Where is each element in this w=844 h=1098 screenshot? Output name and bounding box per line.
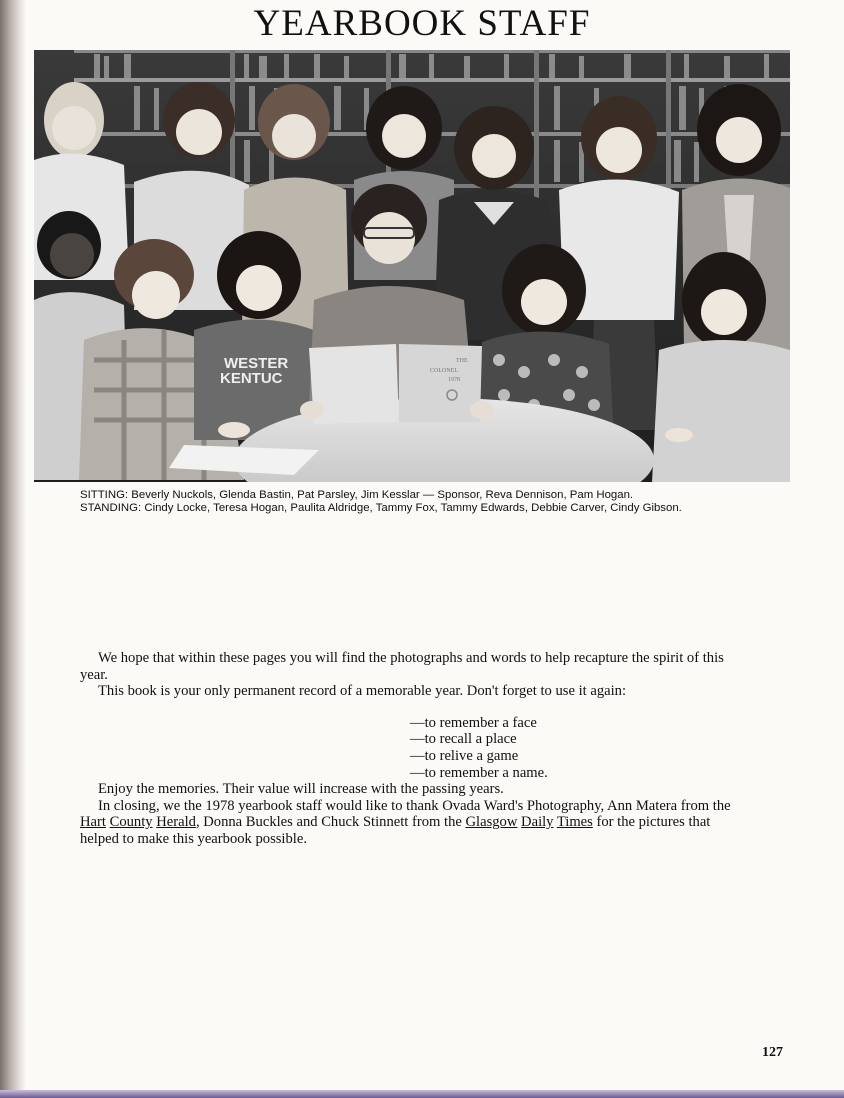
shirt-text-1: WESTER [224, 355, 289, 372]
shirt-text-2: KENTUC [220, 370, 283, 387]
remember-list [80, 715, 742, 781]
staff-photo-illustration [34, 50, 790, 482]
newspaper-daily: Daily [521, 814, 554, 831]
newspaper-times: Times [556, 814, 593, 831]
paragraph-4-part-c: for the pictures that helped to make this yearbook possible. [80, 814, 711, 847]
book-text-2: COLONEL [430, 368, 458, 374]
paragraph-3: Enjoy the memories. Their value will increase with the passing years. [98, 781, 504, 798]
closing-message [80, 650, 742, 848]
paragraph-4 [80, 798, 742, 848]
page-bottom-edge [0, 1090, 844, 1098]
page-title: YEARBOOK STAFF [253, 3, 591, 44]
book-text-1: THE [456, 358, 468, 364]
newspaper-county: County [109, 814, 153, 831]
list-item: —to recall a place [410, 731, 517, 748]
list-item: —to relive a game [410, 747, 519, 764]
photo-caption [80, 489, 768, 515]
paragraph-1: We hope that within these pages you will find the photographs and words to help recapture the spirit of this year. [80, 650, 724, 683]
book-text-3: 1978 [448, 377, 460, 383]
newspaper-hart: Hart [80, 814, 106, 831]
list-item: —to remember a face [410, 714, 537, 731]
page-number: 127 [762, 1045, 783, 1060]
caption-sitting: SITTING: Beverly Nuckols, Glenda Bastin, Pat Parsley, Jim Kesslar — Sponsor, Reva Dennison, Pam Hogan. [80, 489, 634, 501]
caption-standing: STANDING: Cindy Locke, Teresa Hogan, Paulita Aldridge, Tammy Fox, Tammy Edwards, Debbie Carver, Cindy Gibson. [80, 502, 682, 514]
paragraph-2: This book is your only permanent record of a memorable year. Don't forget to use it again: [98, 683, 626, 700]
page-binding-shadow [0, 0, 26, 1098]
list-item: —to remember a name. [410, 764, 548, 781]
newspaper-glasgow: Glasgow [465, 814, 518, 831]
newspaper-herald: Herald [156, 814, 196, 831]
staff-photo [34, 50, 790, 482]
paragraph-4-part-a: In closing, we the 1978 yearbook staff would like to thank Ovada Ward's Photography, Ann Matera from the [98, 797, 731, 814]
paragraph-4-part-b: , Donna Buckles and Chuck Stinnett from the [195, 814, 466, 831]
